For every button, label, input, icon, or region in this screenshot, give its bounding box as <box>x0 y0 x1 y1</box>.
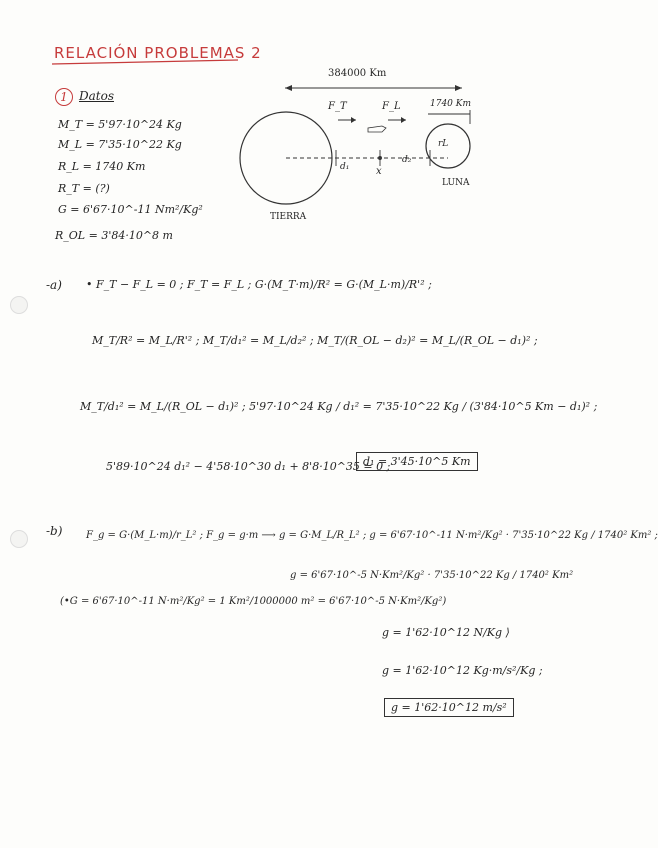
data-line: R_L = 1740 Km <box>58 160 146 173</box>
part-b-line: F_g = G·(M_L·m)/r_L² ; F_g = g·m ⟶ g = G·M_L/R_L² ; g = 6'67·10^-11 N·m²/Kg² · 7'35·10^22 Kg / 1740² Km² ; <box>86 530 658 541</box>
force-earth-label: F_T <box>328 101 347 112</box>
part-b-line: g = 1'62·10^12 Kg·m/s²/Kg ; <box>382 664 543 677</box>
part-b-line: g = 6'67·10^-5 N·Km²/Kg² · 7'35·10^22 Kg / 1740² Km² <box>290 570 574 581</box>
moon-radius-label: 1740 Km <box>430 99 472 109</box>
datos-label: Datos <box>79 89 114 103</box>
earth-label: TIERRA <box>270 212 307 222</box>
x-label: x <box>376 166 382 177</box>
problem-number: 1 <box>60 90 68 104</box>
data-line: M_L = 7'35·10^22 Kg <box>58 138 182 151</box>
part-b-result: g = 1'62·10^12 m/s² <box>384 698 514 717</box>
part-a-label: -a) <box>46 278 62 292</box>
data-line: M_T = 5'97·10^24 Kg <box>58 118 182 131</box>
distance-label: 384000 Km <box>328 68 387 79</box>
part-b-conversion: (•G = 6'67·10^-11 N·m²/Kg² = 1 Km²/1000000 m² = 6'67·10^-5 N·Km²/Kg²) <box>60 596 447 607</box>
part-a-result: d₁ = 3'45·10^5 Km <box>356 452 478 471</box>
part-a-line: M_T/d₁² = M_L/(R_OL − d₁)² ; 5'97·10^24 Kg / d₁² = 7'35·10^22 Kg / (3'84·10^5 Km − d₁)² ; <box>80 400 598 413</box>
moon-label: LUNA <box>442 178 470 188</box>
data-line: G = 6'67·10^-11 Nm²/Kg² <box>58 203 203 216</box>
part-a-line: 5'89·10^24 d₁² − 4'58·10^30 d₁ + 8'8·10^35 = 0 ; <box>106 460 391 473</box>
part-b-label: -b) <box>46 524 63 538</box>
part-a-line: • F_T − F_L = 0 ; F_T = F_L ; G·(M_T·m)/R² = G·(M_L·m)/R'² ; <box>86 278 432 291</box>
data-line: R_T = (?) <box>58 182 110 195</box>
d1-label: d₁ <box>340 162 350 172</box>
page-title: RELACIÓN PROBLEMAS 2 <box>54 44 262 62</box>
part-b-line: g = 1'62·10^12 N/Kg ⟩ <box>382 626 510 639</box>
data-line: R_OL = 3'84·10^8 m <box>55 229 173 242</box>
part-a-line: M_T/R² = M_L/R'² ; M_T/d₁² = M_L/d₂² ; M_T/(R_OL − d₂)² = M_L/(R_OL − d₁)² ; <box>92 334 538 347</box>
d2-label: d₂ <box>402 155 412 165</box>
force-moon-label: F_L <box>382 101 401 112</box>
moon-inner-label: rL <box>438 139 449 149</box>
